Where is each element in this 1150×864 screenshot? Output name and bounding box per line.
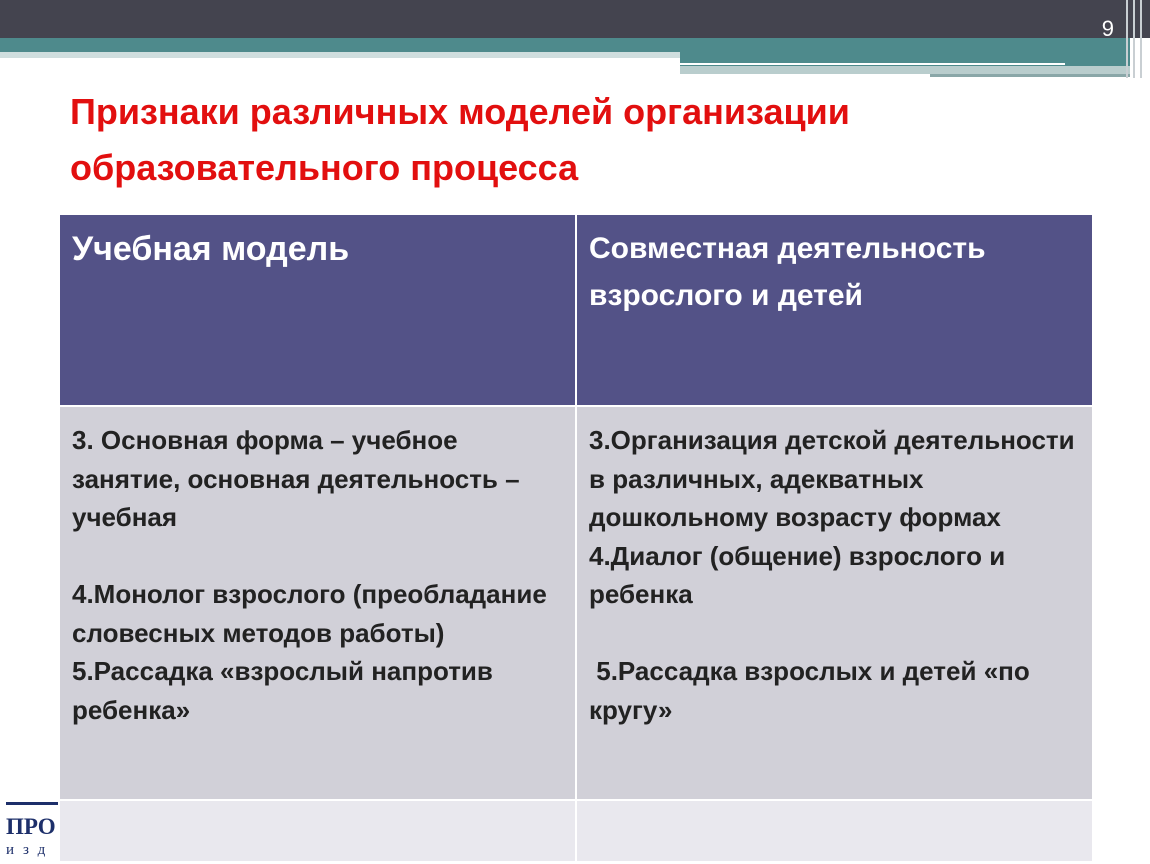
decor-vertical-bar (1140, 0, 1142, 78)
slide-number: 9 (1101, 16, 1114, 41)
table-header-row (59, 214, 1093, 406)
table-cell (576, 406, 1093, 800)
comparison-table (58, 213, 1094, 863)
header-label: Учебная модель (72, 230, 350, 268)
cell-text: 3.Организация детской деятельности в различных, адекватных дошкольному возрасту формах 4.Диалог (общение) взрослого и ребенка 5.Рассадка взрослых и детей «по кругу» (589, 425, 1075, 725)
header-cell-joint-activity (576, 214, 1093, 406)
cell-text: 3. Основная форма – учебное занятие, основная деятельность – учебная 4.Монолог взрослого (преобладание словесных методов работы) 5.Рассадка «взрослый напротив ребенка» (72, 425, 547, 725)
slide-title: Признаки различных моделей организации образовательного процесса (70, 91, 850, 188)
logo-subtext: изд (6, 842, 55, 858)
teal-band (0, 38, 1130, 52)
light-strip-right (680, 66, 1130, 74)
divider-line-right (930, 74, 1130, 77)
table-row (59, 800, 1093, 862)
top-dark-bar (0, 0, 1150, 38)
table-cell (59, 406, 576, 800)
table-cell (576, 800, 1093, 862)
light-strip (0, 52, 680, 58)
header-cell-learning-model (59, 214, 576, 406)
table-cell (59, 800, 576, 862)
header-label: Совместная деятельность взрослого и детей (589, 232, 986, 312)
decor-vertical-bar (1133, 0, 1135, 78)
logo-text: ПРО (6, 814, 56, 839)
publisher-logo (0, 802, 58, 864)
decor-vertical-bar (1126, 0, 1128, 78)
logo-bar (6, 802, 58, 805)
table-row (59, 406, 1093, 800)
divider-line (680, 63, 1065, 65)
